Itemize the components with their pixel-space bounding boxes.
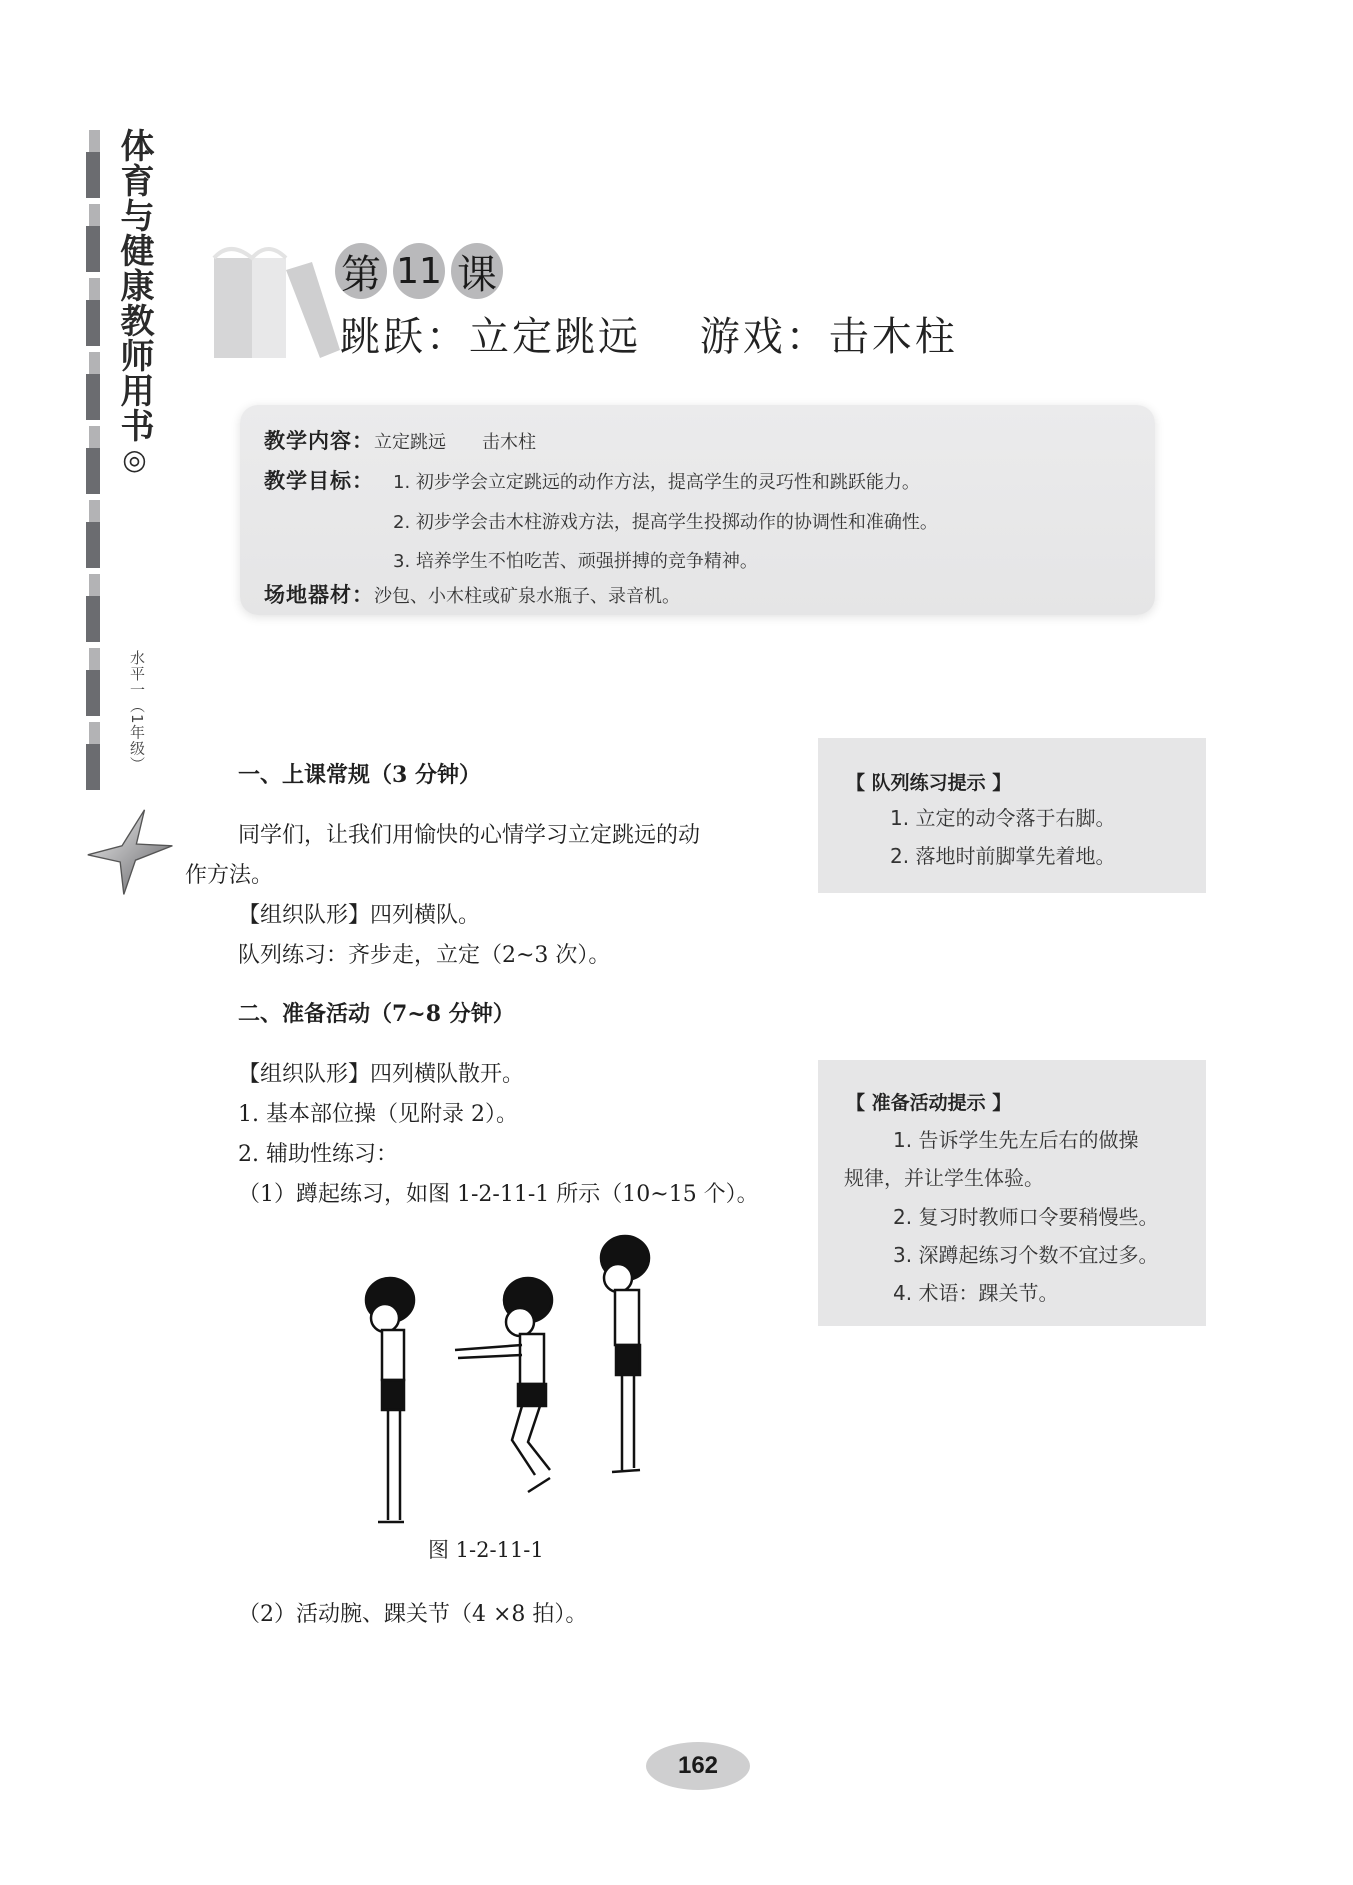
tip-box-warmup: [818, 1060, 1206, 1326]
tip-box-drill: [818, 738, 1206, 893]
child-standing-2: [601, 1236, 649, 1472]
figure-caption: 图 1-2-11-1: [428, 1538, 544, 1562]
paragraph-line: 作方法。: [185, 863, 274, 888]
books-graphic: [200, 240, 340, 360]
equipment-row: [264, 579, 680, 609]
side-decorative-bar: [86, 130, 104, 800]
list-item: （2）活动腕、踝关节（4 ×8 拍）。: [238, 1602, 588, 1627]
squat-exercise-illustration: [340, 1230, 660, 1530]
tip-line: 1. 告诉学生先左后右的做操: [893, 1128, 1139, 1152]
goal-item: 2. 初步学会击木柱游戏方法，提高学生投掷动作的协调性和准确性。: [393, 512, 938, 533]
section-heading-routine: 一、上课常规（3 分钟）: [238, 762, 481, 788]
goal-item: 3. 培养学生不怕吃苦、顽强拼搏的竞争精神。: [393, 551, 758, 572]
lesson-number-badge: 11: [393, 243, 445, 299]
goals-label: 教学目标：: [264, 469, 374, 493]
tip-line: 3. 深蹲起练习个数不宜过多。: [893, 1243, 1159, 1267]
tip-line: 1. 立定的动令落于右脚。: [890, 806, 1116, 830]
content-value: 立定跳远 击木柱: [374, 432, 536, 453]
tip-line: 2. 复习时教师口令要稍慢些。: [893, 1205, 1159, 1229]
page-number: 162: [646, 1742, 750, 1790]
tip-line: 4. 术语：踝关节。: [893, 1281, 1059, 1305]
goal-item: 1. 初步学会立定跳远的动作方法，提高学生的灵巧性和跳跃能力。: [393, 472, 920, 493]
tip-line: 2. 落地时前脚掌先着地。: [890, 844, 1116, 868]
formation-text: 【组织队形】四列横队。: [238, 903, 481, 928]
list-item: 1. 基本部位操（见附录 2）。: [238, 1102, 518, 1127]
equipment-label: 场地器材：: [264, 583, 374, 607]
content-label: 教学内容：: [264, 429, 374, 453]
lesson-suffix-badge: 课: [451, 243, 503, 299]
star-icon: [86, 808, 176, 898]
lesson-number-badges: [335, 243, 503, 299]
equipment-value: 沙包、小木柱或矿泉水瓶子、录音机。: [374, 586, 680, 607]
book-title-text: 体育与健康教师用书: [114, 128, 154, 443]
child-squatting: [455, 1278, 552, 1492]
drill-text: 队列练习：齐步走，立定（2~3 次）。: [238, 943, 611, 968]
goals-row: [264, 465, 374, 495]
content-row: [264, 425, 536, 455]
tip-title: 【 准备活动提示 】: [846, 1092, 1012, 1114]
formation-text: 【组织队形】四列横队散开。: [238, 1062, 525, 1087]
list-item: 2. 辅助性练习：: [238, 1142, 398, 1167]
section-heading-warmup: 二、准备活动（7~8 分钟）: [238, 1001, 515, 1027]
lesson-title: 跳跃：立定跳远 游戏：击木柱: [340, 314, 958, 360]
level-label: 水平一（1年级）: [128, 650, 146, 773]
book-mark: ◎: [118, 443, 151, 477]
tip-title: 【 队列练习提示 】: [846, 772, 1012, 794]
book-title: [112, 128, 154, 477]
paragraph-line: 同学们，让我们用愉快的心情学习立定跳远的动: [238, 823, 701, 848]
lesson-prefix-badge: 第: [335, 243, 387, 299]
tip-line: 规律，并让学生体验。: [844, 1166, 1044, 1190]
child-standing-1: [366, 1278, 414, 1522]
list-item: （1）蹲起练习，如图 1-2-11-1 所示（10~15 个）。: [238, 1182, 759, 1207]
lesson-info-box: [240, 405, 1155, 615]
